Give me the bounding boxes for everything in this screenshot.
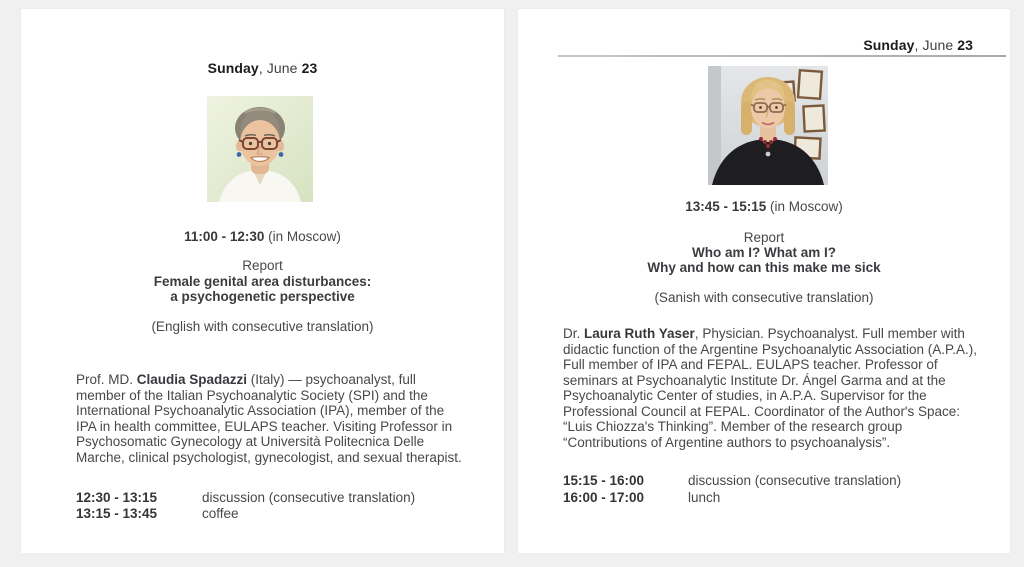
- schedule-activity: discussion (consecutive translation): [202, 490, 416, 505]
- speaker-bio: Dr. Laura Ruth Yaser, Physician. Psychoanalyst. Full member with didactic function of the Argentine Psychoanalytic Association (A.P.A.), Full member of IPA and FEPAL. EULAPS teacher. Professor of seminars at Psychoanalytic Institute Dr. Ángel Garma and at the Psychoanalytic Center of studies, in A.P.A. Supervisor for the Professional Council at FEPAL. Coordinator of the Author's Space: “Luis Chiozza's Thinking”. Member of the research group “Contributions of Argentine authors to psychoanalysis”.: [563, 326, 977, 450]
- speaker-photo-laura-ruth-yaser: [708, 66, 828, 185]
- session-time: 11:00 - 12:30 (in Moscow): [184, 229, 341, 244]
- portrait-illustration: [207, 96, 313, 202]
- schedule-time: 15:15 - 16:00: [563, 473, 645, 488]
- schedule-row: [76, 506, 504, 522]
- session-title-line1: Female genital area disturbances:: [153, 274, 372, 289]
- schedule-row: [563, 490, 993, 506]
- portrait-illustration: [708, 66, 828, 185]
- schedule-activity: lunch: [688, 490, 721, 505]
- date-heading: Sunday, June 23: [863, 37, 973, 53]
- speaker-bio: Prof. MD. Claudia Spadazzi (Italy) — psychoanalyst, full member of the Italian Psychoanalytic Society (SPI) and the International Psychoanalytic Association (IPA), member of the IPA in health committee, EULAPS teacher. Visiting Professor in Psychosomatic Gynecology at Università Politecnica Delle Marche, clinical psychologist, gynecologist, and sexual therapist.: [76, 372, 462, 465]
- session-time: 13:45 - 15:15 (in Moscow): [685, 199, 843, 214]
- schedule-row: [563, 473, 993, 489]
- schedule-row: [76, 490, 504, 506]
- language-note: (Sanish with consecutive translation): [654, 290, 874, 305]
- schedule-time: 13:15 - 13:45: [76, 506, 158, 521]
- schedule-time: 12:30 - 13:15: [76, 490, 158, 505]
- schedule-activity: discussion (consecutive translation): [688, 473, 902, 488]
- language-note: (English with consecutive translation): [151, 319, 374, 334]
- heading-underline: [558, 55, 1006, 57]
- session-kind: Report: [743, 230, 785, 245]
- session-title-line2: Why and how can this make me sick: [647, 260, 881, 275]
- session-title-line2: a psychogenetic perspective: [170, 289, 355, 304]
- schedule-activity: coffee: [202, 506, 239, 521]
- session-kind: Report: [242, 258, 283, 273]
- schedule-time: 16:00 - 17:00: [563, 490, 645, 505]
- speaker-photo-claudia-spadazzi: [207, 96, 313, 202]
- session-title-line1: Who am I? What am I?: [692, 245, 836, 260]
- program-page-left: [21, 9, 504, 553]
- date-heading: Sunday, June 23: [207, 60, 318, 76]
- program-page-right: [518, 9, 1010, 553]
